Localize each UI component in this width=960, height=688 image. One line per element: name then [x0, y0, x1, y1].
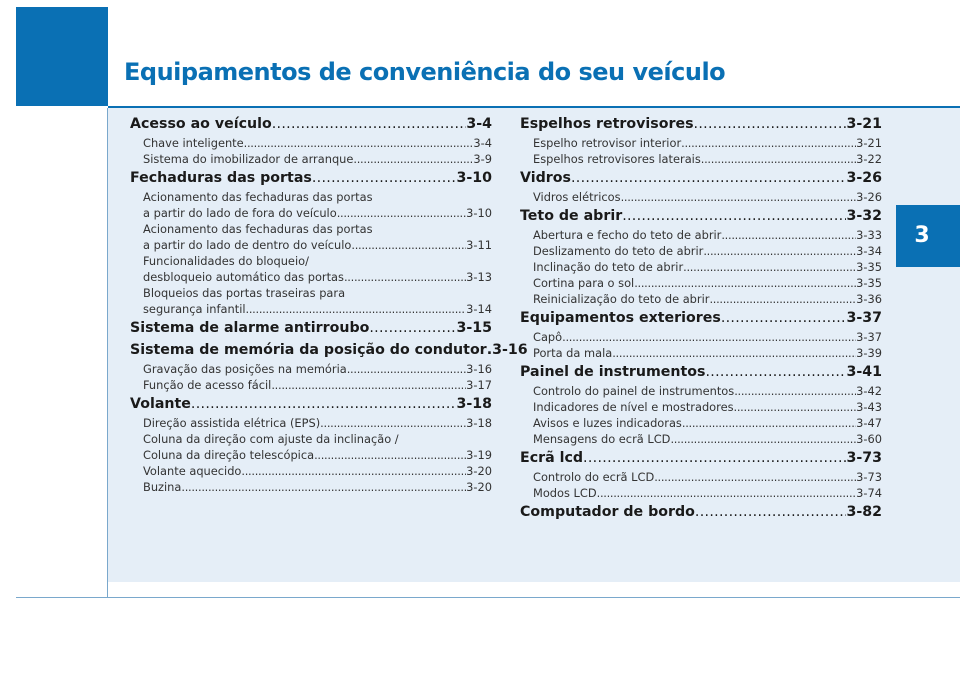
- page-number: 3-74: [856, 486, 882, 500]
- toc-right-column: [520, 113, 882, 523]
- toc-section-title: Teto de abrir: [520, 208, 623, 224]
- toc-section[interactable]: [130, 317, 492, 339]
- toc-subentry[interactable]: [130, 463, 492, 479]
- dot-leader: [621, 189, 857, 205]
- dot-leader: [701, 151, 856, 167]
- toc-section-title: Computador de bordo: [520, 504, 695, 520]
- toc-subentry-title: Buzina: [143, 480, 182, 494]
- toc-subentry-title: Porta da mala: [533, 346, 613, 360]
- toc-subentry[interactable]: [130, 301, 492, 317]
- toc-subentry-line: Acionamento das fechaduras das portas: [143, 222, 373, 236]
- toc-subentry-title: Função de acesso fácil: [143, 378, 272, 392]
- toc-subentry[interactable]: [520, 329, 882, 345]
- toc-subentry-title: Deslizamento do teto de abrir: [533, 244, 704, 258]
- toc-section[interactable]: [520, 205, 882, 227]
- dot-leader: [721, 227, 856, 243]
- dot-leader: [312, 167, 457, 189]
- bottom-divider: [16, 597, 960, 598]
- dot-leader: [634, 275, 856, 291]
- page-number: 3-11: [466, 238, 492, 252]
- corner-color-block: [16, 7, 108, 106]
- toc-subentry[interactable]: [130, 237, 492, 253]
- toc-subentry-line: Coluna da direção com ajuste da inclinação /: [143, 432, 399, 446]
- page-number: 3-35: [856, 276, 882, 290]
- dot-leader: [320, 415, 466, 431]
- toc-subentry[interactable]: [130, 479, 492, 495]
- dot-leader: [703, 243, 856, 259]
- toc-subentry[interactable]: [520, 243, 882, 259]
- toc-subentry[interactable]: [520, 151, 882, 167]
- dot-leader: [612, 345, 856, 361]
- toc-subentry-title: Vidros elétricos: [533, 190, 621, 204]
- page-number: 3-34: [856, 244, 882, 258]
- dot-leader: [351, 237, 466, 253]
- dot-leader: [654, 469, 856, 485]
- page-number: 3-15: [456, 320, 492, 336]
- toc-subentry[interactable]: [520, 189, 882, 205]
- page-number: 3-47: [856, 416, 882, 430]
- dot-leader: [694, 113, 847, 135]
- toc-subentry-title: Modos LCD: [533, 486, 597, 500]
- dot-leader: [562, 329, 856, 345]
- toc-subentry-title: desbloqueio automático das portas: [143, 270, 344, 284]
- toc-subentry-title: Sistema do imobilizador de arranque: [143, 152, 354, 166]
- toc-subentry-title: Inclinação do teto de abrir: [533, 260, 684, 274]
- page-number: 3-32: [846, 208, 882, 224]
- page-number: 3-39: [856, 346, 882, 360]
- toc-section[interactable]: [520, 167, 882, 189]
- dot-leader: [695, 501, 847, 523]
- page-number: 3-18: [456, 396, 492, 412]
- dot-leader: [191, 393, 457, 415]
- page-number: 3-60: [856, 432, 882, 446]
- dot-leader: [353, 151, 473, 167]
- toc-section[interactable]: [520, 447, 882, 469]
- toc-subentry[interactable]: [520, 415, 882, 431]
- page-number: 3-4: [466, 116, 492, 132]
- toc-subentry-title: Cortina para o sol: [533, 276, 635, 290]
- toc-subentry-title: Espelhos retrovisores laterais: [533, 152, 701, 166]
- page-number: 3-43: [856, 400, 882, 414]
- toc-subentry-title: Avisos e luzes indicadoras: [533, 416, 682, 430]
- page-number: 3-26: [856, 190, 882, 204]
- toc-subentry-line: Funcionalidades do bloqueio/: [143, 254, 309, 268]
- page-number: .3-16: [486, 342, 528, 358]
- page-number: 3-20: [466, 480, 492, 494]
- toc-subentry[interactable]: [130, 205, 492, 221]
- dot-leader: [271, 377, 466, 393]
- toc-section-title: Acesso ao veículo: [130, 116, 272, 132]
- dot-leader: [721, 307, 847, 329]
- toc-subentry[interactable]: [130, 377, 492, 393]
- dot-leader: [314, 447, 466, 463]
- toc-section[interactable]: [130, 113, 492, 135]
- toc-section-title: Ecrã lcd: [520, 450, 584, 466]
- toc-section-title: Equipamentos exteriores: [520, 310, 721, 326]
- toc-section-title: Vidros: [520, 170, 571, 186]
- left-divider: [107, 108, 108, 598]
- dot-leader: [272, 113, 467, 135]
- page-number: 3-20: [466, 464, 492, 478]
- toc-section[interactable]: [520, 113, 882, 135]
- page-number: 3-9: [473, 152, 492, 166]
- toc-subentry[interactable]: [130, 135, 492, 151]
- dot-leader: [622, 205, 846, 227]
- dot-leader: [241, 463, 466, 479]
- page-number: 3-4: [473, 136, 492, 150]
- page-number: 3-21: [846, 116, 882, 132]
- dot-leader: [681, 135, 856, 151]
- toc-section[interactable]: [130, 393, 492, 415]
- page-number: 3-73: [846, 450, 882, 466]
- page-number: 3-35: [856, 260, 882, 274]
- toc-section[interactable]: [520, 361, 882, 383]
- toc-subentry-title: a partir do lado de fora do veículo: [143, 206, 337, 220]
- toc-subentry-title: a partir do lado de dentro do veículo: [143, 238, 352, 252]
- toc-section[interactable]: [520, 307, 882, 329]
- toc-subentry[interactable]: [520, 227, 882, 243]
- toc-subentry-title: Gravação das posições na memória: [143, 362, 347, 376]
- page-number: 3-82: [846, 504, 882, 520]
- toc-subentry-title: Espelho retrovisor interior: [533, 136, 682, 150]
- page-number: 3-14: [466, 302, 492, 316]
- toc-section[interactable]: [520, 501, 882, 523]
- toc-subentry[interactable]: [520, 399, 882, 415]
- toc-subentry[interactable]: [520, 135, 882, 151]
- dot-leader: [246, 301, 467, 317]
- toc-section-title: Volante: [130, 396, 191, 412]
- toc-subentry[interactable]: [520, 485, 882, 501]
- toc-subentry[interactable]: [130, 151, 492, 167]
- toc-left-column: [130, 113, 528, 495]
- dot-leader: [597, 485, 857, 501]
- page-number: 3-26: [846, 170, 882, 186]
- page-number: 3-21: [856, 136, 882, 150]
- toc-subentry-title: Chave inteligente: [143, 136, 244, 150]
- page-number: 3-10: [456, 170, 492, 186]
- dot-leader: [709, 291, 856, 307]
- toc-section-title: Sistema de memória da posição do condutor: [130, 342, 487, 358]
- toc-subentry-title: Controlo do ecrã LCD: [533, 470, 655, 484]
- dot-leader: [683, 259, 856, 275]
- toc-subentry-title: Controlo do painel de instrumentos: [533, 384, 735, 398]
- toc-subentry[interactable]: [520, 383, 882, 399]
- page-number: 3-10: [466, 206, 492, 220]
- page-number: 3-13: [466, 270, 492, 284]
- toc-subentry[interactable]: [130, 415, 492, 431]
- page-number: 3-17: [466, 378, 492, 392]
- toc-subentry-title: Capô: [533, 330, 563, 344]
- dot-leader: [571, 167, 847, 189]
- toc-subentry-title: Mensagens do ecrã LCD: [533, 432, 671, 446]
- toc-subentry[interactable]: [520, 469, 882, 485]
- dot-leader: [670, 431, 856, 447]
- page-title: Equipamentos de conveniência do seu veículo: [124, 58, 726, 86]
- dot-leader: [705, 361, 846, 383]
- toc-subentry[interactable]: [520, 345, 882, 361]
- page-number: 3-19: [466, 448, 492, 462]
- toc-subentry-title: Coluna da direção telescópica: [143, 448, 315, 462]
- dot-leader: [344, 269, 466, 285]
- chapter-number: 3: [914, 223, 930, 248]
- page-number: 3-33: [856, 228, 882, 242]
- page-number: 3-37: [846, 310, 882, 326]
- toc-subentry[interactable]: [520, 291, 882, 307]
- dot-leader: [682, 415, 856, 431]
- toc-subentry-title: Abertura e fecho do teto de abrir: [533, 228, 722, 242]
- toc-subentry[interactable]: [130, 269, 492, 285]
- toc-section-title: Sistema de alarme antirroubo: [130, 320, 370, 336]
- toc-section[interactable]: [130, 167, 492, 189]
- dot-leader: [734, 399, 857, 415]
- dot-leader: [181, 479, 466, 495]
- toc-subentry-title: Indicadores de nível e mostradores: [533, 400, 734, 414]
- toc-subentry-line: Acionamento das fechaduras das portas: [143, 190, 373, 204]
- chapter-tab[interactable]: [896, 205, 960, 267]
- dot-leader: [369, 317, 456, 339]
- page-number: 3-37: [856, 330, 882, 344]
- page-number: 3-22: [856, 152, 882, 166]
- dot-leader: [337, 205, 466, 221]
- toc-section-title: Espelhos retrovisores: [520, 116, 694, 132]
- toc-subentry-title: Volante aquecido: [143, 464, 242, 478]
- page-number: 3-42: [856, 384, 882, 398]
- toc-section[interactable]: [130, 339, 528, 361]
- page-number: 3-36: [856, 292, 882, 306]
- toc-subentry[interactable]: [520, 259, 882, 275]
- toc-subentry-line: Bloqueios das portas traseiras para: [143, 286, 346, 300]
- dot-leader: [583, 447, 846, 469]
- page-number: 3-18: [466, 416, 492, 430]
- toc-subentry[interactable]: [520, 275, 882, 291]
- toc-subentry-title: segurança infantil: [143, 302, 246, 316]
- dot-leader: [734, 383, 856, 399]
- page-number: 3-73: [856, 470, 882, 484]
- page-number: 3-16: [466, 362, 492, 376]
- dot-leader: [347, 361, 466, 377]
- toc-section-title: Fechaduras das portas: [130, 170, 312, 186]
- toc-subentry[interactable]: [520, 431, 882, 447]
- dot-leader: [244, 135, 474, 151]
- toc-section-title: Painel de instrumentos: [520, 364, 706, 380]
- toc-subentry-title: Direção assistida elétrica (EPS): [143, 416, 321, 430]
- toc-subentry[interactable]: [130, 361, 492, 377]
- page-number: 3-41: [846, 364, 882, 380]
- toc-subentry[interactable]: [130, 447, 492, 463]
- toc-subentry-title: Reinicialização do teto de abrir: [533, 292, 710, 306]
